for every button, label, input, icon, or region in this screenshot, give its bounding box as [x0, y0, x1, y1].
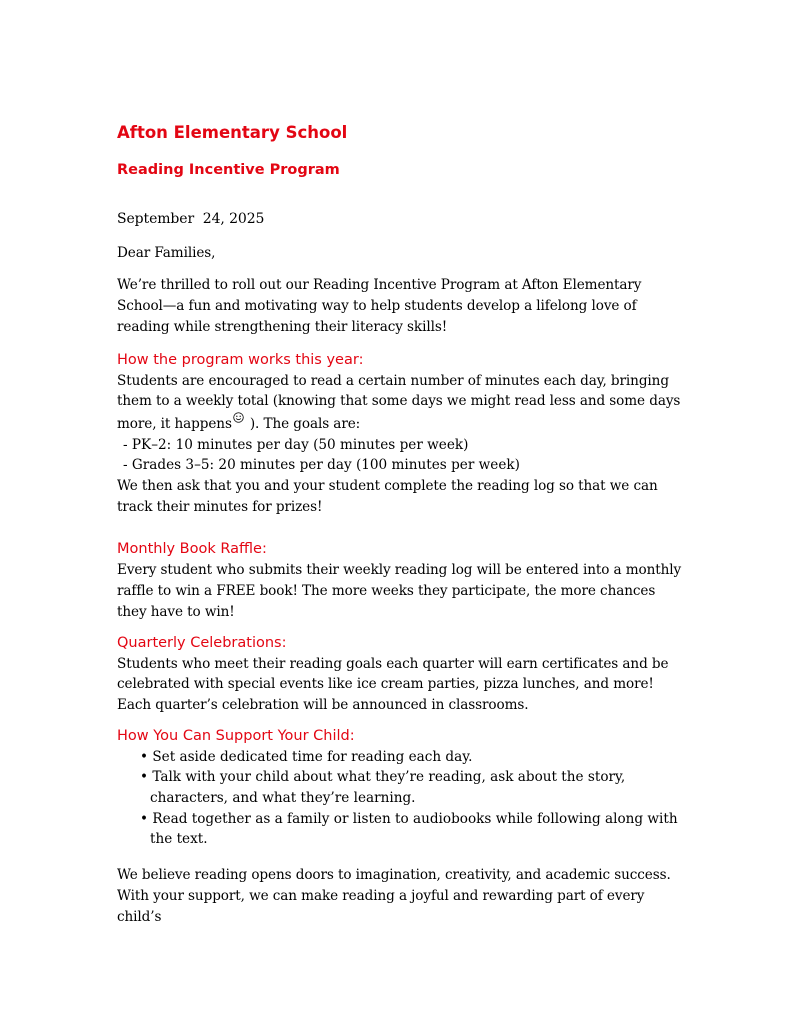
raffle-section — [117, 539, 687, 622]
goal-item: - Grades 3–5: 20 minutes per day (100 minutes per week) — [123, 457, 520, 474]
celebrations-text: Students who meet their reading goals each quarter will earn certificates and be celebrated with special events like ice cream parties, pizza lunches, and more! Each quarter’s celebration will be announced in classrooms. — [117, 655, 669, 713]
greeting: Dear Families, — [117, 244, 216, 261]
letter-date: September 24, 2025 — [117, 211, 265, 227]
closing-paragraph: We believe reading opens doors to imagination, creativity, and academic success. With your support, we can make reading a joyful and rewarding part of every child’s — [117, 867, 671, 925]
how-it-works-heading: How the program works this year: — [117, 351, 364, 368]
how-it-works-section — [117, 350, 687, 518]
raffle-heading: Monthly Book Raffle: — [117, 541, 267, 558]
support-heading: How You Can Support Your Child: — [117, 727, 355, 744]
how-it-works-text — [117, 371, 687, 435]
smiley-face-icon — [233, 412, 244, 423]
how-it-works-text-start: Students are encouraged to read a certain number of minutes each day, bringing them to a weekly total (knowing that some days we might read less and some days more, it happens — [117, 372, 681, 432]
list-item: • Set aside dedicated time for reading each day. — [140, 748, 473, 765]
school-name: Afton Elementary School — [117, 123, 348, 142]
celebrations-heading: Quarterly Celebrations: — [117, 634, 287, 651]
support-list — [117, 747, 687, 851]
goal-item: - PK–2: 10 minutes per day (50 minutes per week) — [123, 436, 469, 453]
list-item: • Talk with your child about what they’re reading, ask about the story, characters, and what they’re learning. — [140, 769, 626, 807]
how-it-works-text-end: ). The goals are: — [249, 415, 361, 432]
list-item: • Read together as a family or listen to audiobooks while following along with the text. — [140, 810, 678, 848]
support-section — [117, 726, 687, 851]
celebrations-section — [117, 633, 687, 716]
program-name: Reading Incentive Program — [117, 162, 340, 178]
raffle-text: Every student who submits their weekly reading log will be entered into a monthly raffle to win a FREE book! The more weeks they participate, the more chances they have to win! — [117, 562, 682, 620]
how-it-works-closing: We then ask that you and your student complete the reading log so that we can track their minutes for prizes! — [117, 478, 658, 515]
letter-content — [117, 121, 687, 927]
intro-paragraph: We’re thrilled to roll out our Reading Incentive Program at Afton Elementary School—a fun and motivating way to help students develop a lifelong love of reading while strengthening their literacy skills! — [117, 277, 642, 335]
